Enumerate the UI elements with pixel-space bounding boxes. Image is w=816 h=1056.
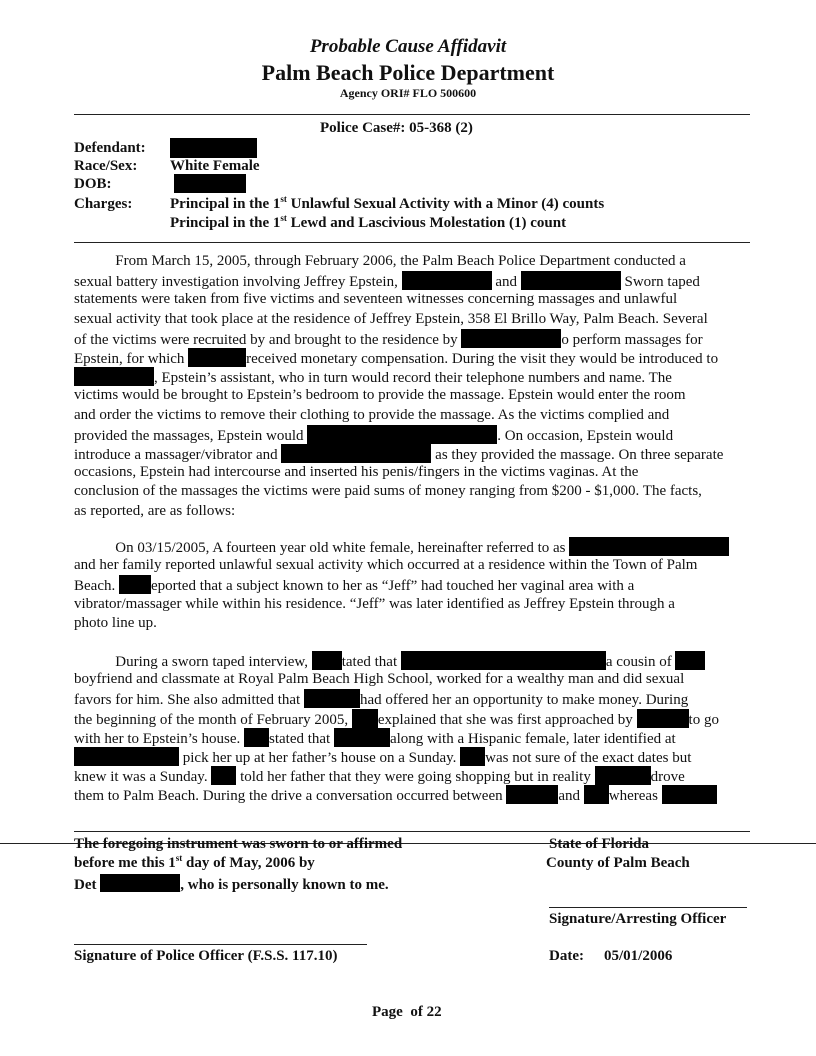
body-text: vibrator/massager while within his residence. “Jeff” was later identified as Jeffrey Epstein through a <box>74 595 675 612</box>
header-rule <box>74 242 750 243</box>
body-text: with her to Epstein’s house. <box>74 730 244 747</box>
body-text: From March 15, 2005, through February 2006, the Palm Beach Police Department conducted a <box>74 253 686 269</box>
body-line <box>74 728 676 748</box>
redaction-box <box>401 651 606 670</box>
agency-ori: Agency ORI# FLO 500600 <box>339 86 477 100</box>
body-text: o perform massages for <box>561 331 703 348</box>
redaction-box <box>100 874 180 892</box>
body-text: and <box>491 274 521 291</box>
body-text: photo line up. <box>74 614 157 631</box>
redaction-box <box>461 329 561 348</box>
body-text: had offered her an opportunity to make money. During <box>359 692 689 709</box>
arresting-officer-label: Signature/Arresting Officer <box>549 911 727 927</box>
redaction-box <box>521 271 621 290</box>
body-line <box>74 406 669 424</box>
body-text: tated that <box>341 654 401 670</box>
body-line <box>74 575 634 595</box>
body-text: . On occasion, Epstein would <box>497 427 674 444</box>
body-line <box>74 444 723 464</box>
body-line <box>74 785 717 805</box>
body-line <box>74 614 157 632</box>
top-rule <box>74 114 750 115</box>
redaction-box <box>460 747 485 766</box>
body-text: statements were taken from five victims and seventeen witnesses concerning massages and unlawful <box>74 291 678 308</box>
body-line <box>74 463 638 481</box>
body-text: victims would be brought to Epstein’s bedroom to provide the massage. Epstein would enter the room <box>74 387 686 404</box>
redaction-box <box>281 444 431 463</box>
body-line <box>74 482 702 500</box>
redaction-box <box>506 785 558 804</box>
body-line <box>74 425 673 445</box>
redaction-box <box>74 747 179 766</box>
body-text: to go <box>688 711 719 728</box>
sworn-line-1: The foregoing instrument was sworn to or affirmed <box>74 836 403 852</box>
redaction-box <box>211 766 236 785</box>
body-text: boyfriend and classmate at Royal Palm Beach High School, worked for a wealthy man and did sexual <box>74 671 685 688</box>
redaction-box <box>584 785 609 804</box>
redaction-box <box>595 766 651 785</box>
body-line <box>74 252 686 270</box>
body-line <box>74 670 684 688</box>
body-text: as they provided the massage. On three separate <box>431 447 724 463</box>
redaction-box <box>174 174 246 193</box>
sworn-line-3: Det , who is personally known to me. <box>74 874 389 894</box>
body-line <box>74 502 235 520</box>
body-text: of the victims were recruited by and brought to the residence by <box>74 331 462 348</box>
body-text: stated that <box>268 730 334 747</box>
body-text: told her father that they were going shopping but in reality <box>236 769 595 786</box>
body-text: drove <box>650 769 685 786</box>
body-line <box>74 329 703 349</box>
body-line <box>74 367 672 387</box>
charge-1: Principal in the 1st Unlawful Sexual Activity with a Minor (4) counts <box>170 194 605 212</box>
body-text: introduce a massager/vibrator and <box>74 447 282 463</box>
body-text: occasions, Epstein had intercourse and inserted his penis/fingers in the victims vaginas. At the <box>74 464 639 481</box>
body-text: received monetary compensation. During the visit they would be introduced to <box>246 351 719 367</box>
body-text: Epstein, for which <box>74 351 189 367</box>
redaction-box <box>675 651 705 670</box>
arresting-sig-line <box>549 907 747 908</box>
body-text: a cousin of <box>605 654 676 670</box>
redaction-box <box>334 728 390 747</box>
body-text: pick her up at her father’s house on a Sunday. <box>179 750 461 766</box>
body-line <box>74 689 688 709</box>
body-line <box>74 271 700 291</box>
body-text: knew it was a Sunday. <box>74 769 212 786</box>
body-line <box>74 709 719 729</box>
redaction-box <box>569 537 729 556</box>
body-text: On 03/15/2005, A fourteen year old white female, hereinafter referred to as <box>74 540 570 556</box>
redaction-box <box>402 271 492 290</box>
redaction-box <box>352 709 378 728</box>
body-text: provided the massages, Epstein would <box>74 427 308 444</box>
state: State of Florida <box>549 836 649 852</box>
redaction-box <box>304 689 360 708</box>
case-number: Police Case#: 05-368 (2) <box>320 120 473 136</box>
race-sex-value: White Female <box>170 158 260 174</box>
body-text: was not sure of the exact dates but <box>485 750 692 766</box>
body-text: Sworn taped <box>620 274 700 291</box>
body-text: the beginning of the month of February 2005, <box>74 711 352 728</box>
body-text: sexual activity that took place at the residence of Jeffrey Epstein, 358 El Brillo Way, Palm Beach. Several <box>74 310 708 327</box>
charges-label: Charges: <box>74 196 133 212</box>
redaction-box <box>637 709 689 728</box>
body-text: them to Palm Beach. During the drive a conversation occurred between <box>74 788 507 805</box>
body-text: and her family reported unlawful sexual activity which occurred at a residence within the Town of Palm <box>74 557 698 574</box>
redaction-box <box>244 728 269 747</box>
redaction-box <box>74 367 154 386</box>
county: County of Palm Beach <box>546 855 690 871</box>
page-number: Page of 22 <box>372 1004 442 1020</box>
body-line <box>74 537 729 557</box>
police-officer-signature-label: Signature of Police Officer (F.S.S. 117.10) <box>74 948 338 964</box>
date-value: 05/01/2006 <box>604 948 673 964</box>
body-line <box>74 348 718 368</box>
body-text: explained that she was first approached by <box>377 711 637 728</box>
body-text: whereas <box>608 788 662 805</box>
date-label: Date: <box>549 948 584 964</box>
body-line <box>74 766 685 786</box>
sworn-line-2: before me this 1st day of May, 2006 by <box>74 853 315 871</box>
body-text: as reported, are as follows: <box>74 502 236 519</box>
agency-name: Palm Beach Police Department <box>261 60 555 85</box>
body-line <box>74 747 691 767</box>
body-text: and <box>558 788 584 805</box>
body-line <box>74 556 697 574</box>
redaction-box <box>662 785 717 804</box>
redaction-box <box>312 651 342 670</box>
defendant-label: Defendant: <box>74 140 146 156</box>
body-text: , Epstein’s assistant, who in turn would record their telephone numbers and name. The <box>154 370 672 387</box>
body-line <box>74 290 677 308</box>
body-line <box>74 310 708 328</box>
body-text: conclusion of the massages the victims were paid sums of money ranging from $200 - $1,000. The facts, <box>74 483 702 500</box>
race-sex-label: Race/Sex: <box>74 158 138 174</box>
police-sig-line <box>74 944 367 945</box>
redaction-box <box>188 348 246 367</box>
redaction-box <box>119 575 151 594</box>
body-text: and order the victims to remove their clothing to provide the massage. As the victims complied and <box>74 406 670 423</box>
redaction-box <box>307 425 497 444</box>
body-text: along with a Hispanic female, later identified at <box>389 730 676 747</box>
doc-type-title: Probable Cause Affidavit <box>309 36 507 57</box>
body-text: During a sworn taped interview, <box>74 654 312 670</box>
dob-label: DOB: <box>74 176 112 192</box>
body-text: favors for him. She also admitted that <box>74 692 304 709</box>
body-text: sexual battery investigation involving Jeffrey Epstein, <box>74 274 402 291</box>
body-line <box>74 595 675 613</box>
footer-rule-top <box>74 831 750 832</box>
charge-2: Principal in the 1st Lewd and Lascivious Molestation (1) count <box>170 213 567 231</box>
body-text: eported that a subject known to her as “Jeff” had touched her vaginal area with a <box>150 578 635 595</box>
redaction-box <box>170 138 257 158</box>
body-text: Beach. <box>74 578 119 595</box>
body-line <box>74 651 705 671</box>
body-line <box>74 386 686 404</box>
